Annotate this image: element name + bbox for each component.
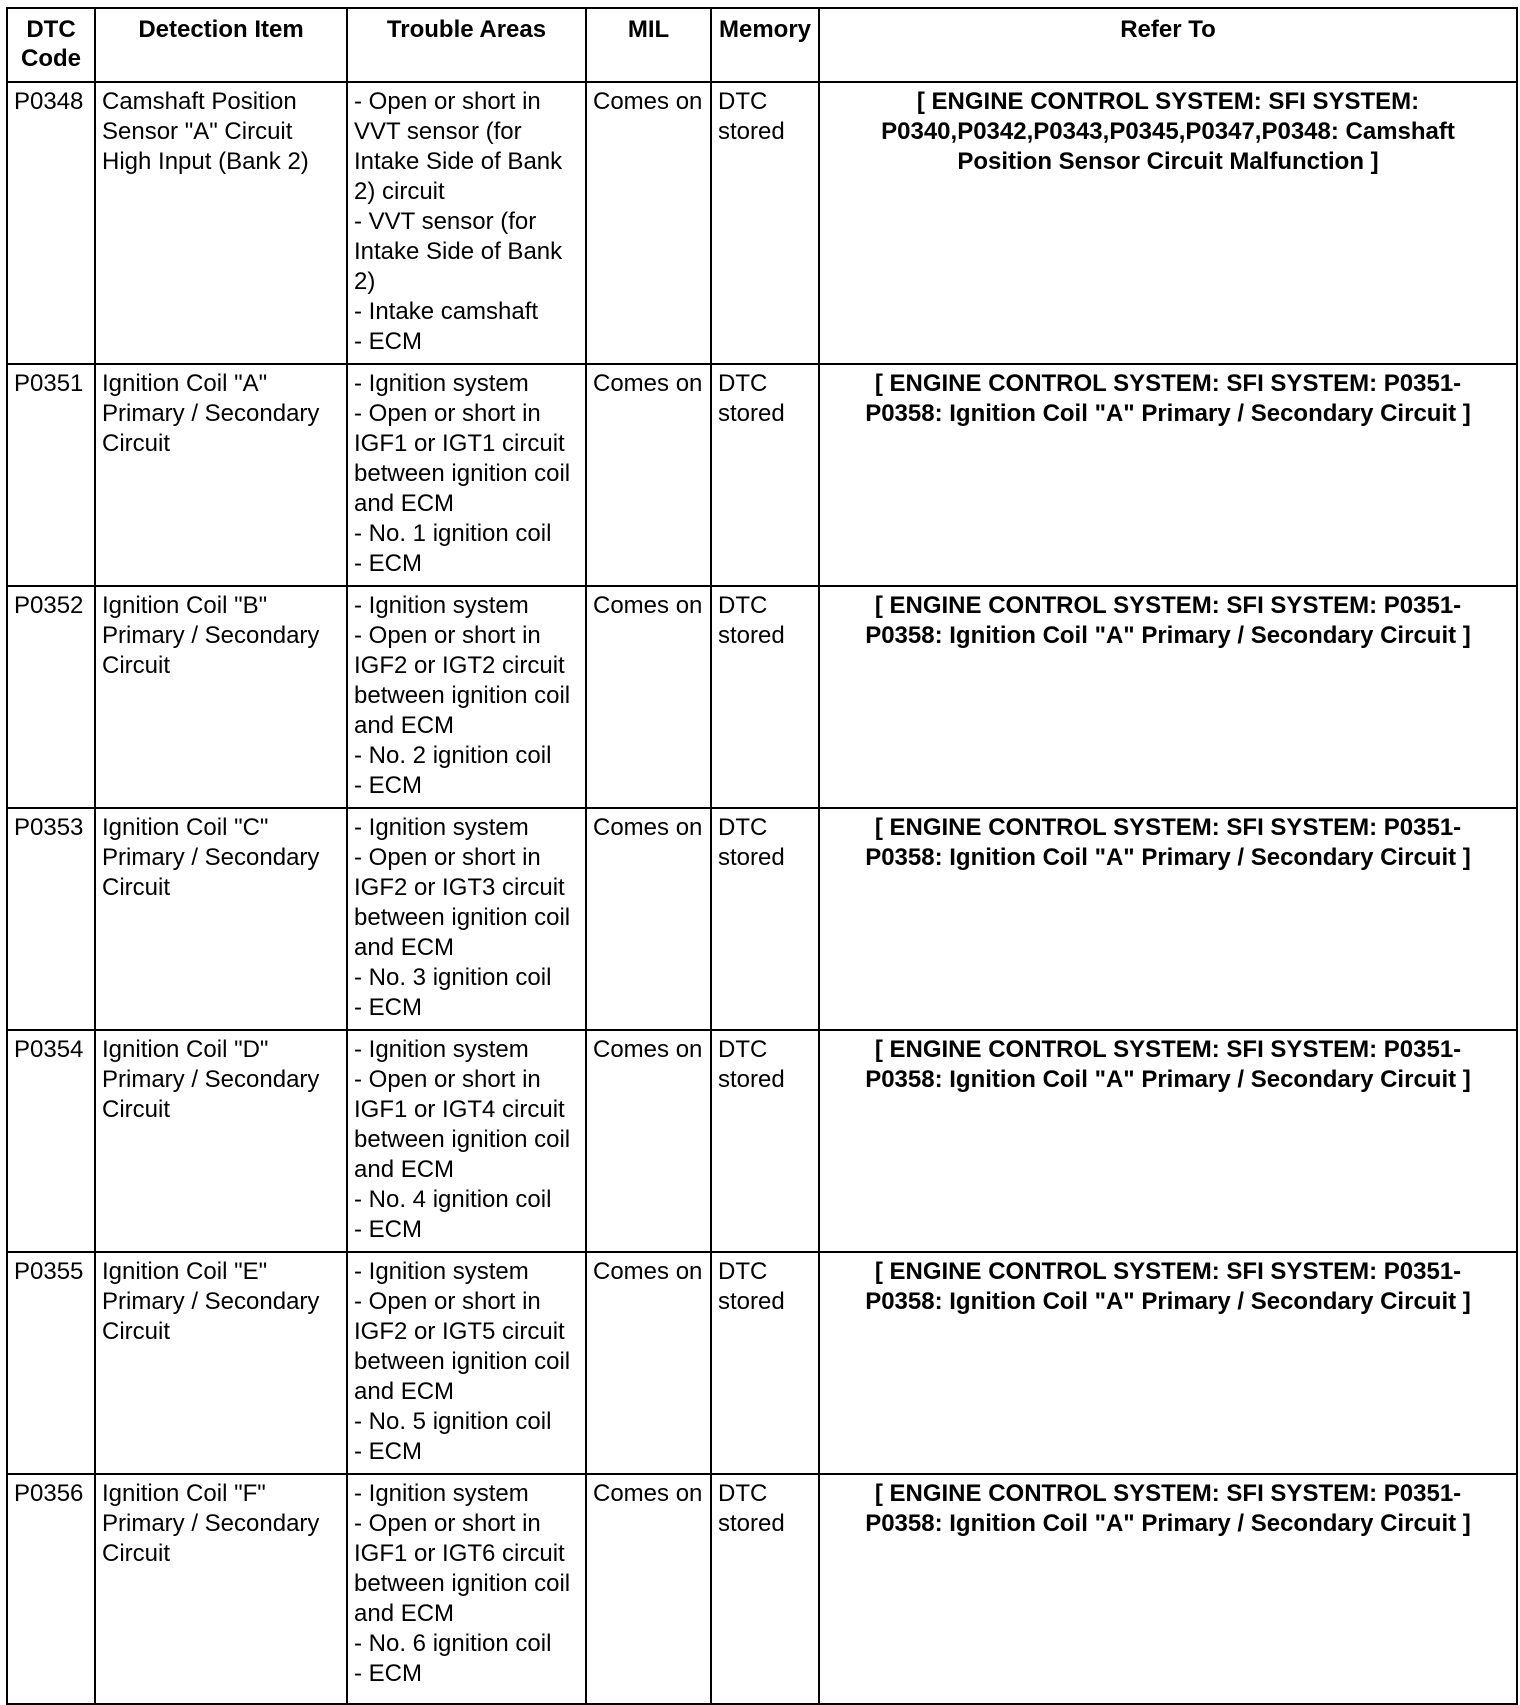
memory-cell: DTC stored bbox=[711, 1474, 819, 1704]
trouble-area-item: - No. 3 ignition coil bbox=[354, 964, 552, 991]
detection-item-cell: Ignition Coil "A" Primary / Secondary Circuit bbox=[95, 364, 347, 586]
trouble-areas-cell bbox=[347, 1030, 586, 1252]
trouble-areas-cell bbox=[347, 364, 586, 586]
detection-item-cell: Ignition Coil "B" Primary / Secondary Circuit bbox=[95, 586, 347, 808]
detection-item-cell: Ignition Coil "F" Primary / Secondary Circuit bbox=[95, 1474, 347, 1704]
trouble-area-item: - Ignition system bbox=[354, 1258, 529, 1285]
trouble-area-item: - ECM bbox=[354, 1660, 422, 1687]
table-row bbox=[7, 82, 1517, 364]
refer-to-cell: [ ENGINE CONTROL SYSTEM: SFI SYSTEM: P0351-P0358: Ignition Coil "A" Primary / Secondary Circuit ] bbox=[819, 1252, 1517, 1474]
trouble-area-item: - Open or short in IGF2 or IGT5 circuit between ignition coil and ECM bbox=[354, 1288, 571, 1405]
memory-cell: DTC stored bbox=[711, 364, 819, 586]
refer-to-cell: [ ENGINE CONTROL SYSTEM: SFI SYSTEM: P0340,P0342,P0343,P0345,P0347,P0348: Camshaft Position Sensor Circuit Malfunction ] bbox=[819, 82, 1517, 364]
mil-cell: Comes on bbox=[586, 364, 711, 586]
trouble-area-item: - Open or short in IGF1 or IGT1 circuit between ignition coil and ECM bbox=[354, 400, 571, 517]
header-mil: MIL bbox=[586, 8, 711, 82]
trouble-area-item: - Ignition system bbox=[354, 592, 529, 619]
table-row bbox=[7, 1030, 1517, 1252]
trouble-area-item: - No. 5 ignition coil bbox=[354, 1408, 552, 1435]
table-row bbox=[7, 586, 1517, 808]
memory-cell: DTC stored bbox=[711, 82, 819, 364]
dtc-code-cell: P0351 bbox=[7, 364, 95, 586]
trouble-area-item: - ECM bbox=[354, 1438, 422, 1465]
mil-cell: Comes on bbox=[586, 82, 711, 364]
detection-item-cell: Ignition Coil "C" Primary / Secondary Circuit bbox=[95, 808, 347, 1030]
dtc-code-cell: P0354 bbox=[7, 1030, 95, 1252]
table-body bbox=[7, 82, 1517, 1704]
mil-cell: Comes on bbox=[586, 586, 711, 808]
trouble-areas-cell bbox=[347, 1474, 586, 1704]
refer-to-cell: [ ENGINE CONTROL SYSTEM: SFI SYSTEM: P0351-P0358: Ignition Coil "A" Primary / Secondary Circuit ] bbox=[819, 586, 1517, 808]
trouble-area-item: - Open or short in IGF2 or IGT3 circuit between ignition coil and ECM bbox=[354, 844, 571, 961]
table-row bbox=[7, 1474, 1517, 1704]
detection-item-cell: Ignition Coil "E" Primary / Secondary Circuit bbox=[95, 1252, 347, 1474]
dtc-code-cell: P0348 bbox=[7, 82, 95, 364]
mil-cell: Comes on bbox=[586, 1030, 711, 1252]
mil-cell: Comes on bbox=[586, 808, 711, 1030]
dtc-code-cell: P0353 bbox=[7, 808, 95, 1030]
table-header-row bbox=[7, 8, 1517, 82]
trouble-area-item: - ECM bbox=[354, 772, 422, 799]
trouble-areas-cell bbox=[347, 808, 586, 1030]
header-detection-item: Detection Item bbox=[95, 8, 347, 82]
memory-cell: DTC stored bbox=[711, 808, 819, 1030]
trouble-area-item: - Ignition system bbox=[354, 370, 529, 397]
trouble-area-item: - Open or short in IGF1 or IGT6 circuit between ignition coil and ECM bbox=[354, 1510, 571, 1627]
trouble-area-item: - Open or short in IGF1 or IGT4 circuit between ignition coil and ECM bbox=[354, 1066, 571, 1183]
header-refer-to: Refer To bbox=[819, 8, 1517, 82]
trouble-area-item: - Ignition system bbox=[354, 1480, 529, 1507]
memory-cell: DTC stored bbox=[711, 1030, 819, 1252]
table-row bbox=[7, 1252, 1517, 1474]
memory-cell: DTC stored bbox=[711, 586, 819, 808]
refer-to-cell: [ ENGINE CONTROL SYSTEM: SFI SYSTEM: P0351-P0358: Ignition Coil "A" Primary / Secondary Circuit ] bbox=[819, 1474, 1517, 1704]
detection-item-cell: Camshaft Position Sensor "A" Circuit High Input (Bank 2) bbox=[95, 82, 347, 364]
trouble-area-item: - No. 1 ignition coil bbox=[354, 520, 552, 547]
refer-to-cell: [ ENGINE CONTROL SYSTEM: SFI SYSTEM: P0351-P0358: Ignition Coil "A" Primary / Secondary Circuit ] bbox=[819, 364, 1517, 586]
trouble-area-item: - Intake camshaft bbox=[354, 298, 539, 325]
trouble-area-item: - ECM bbox=[354, 328, 422, 355]
trouble-area-item: - VVT sensor (for Intake Side of Bank 2) bbox=[354, 208, 563, 295]
mil-cell: Comes on bbox=[586, 1252, 711, 1474]
trouble-areas-cell bbox=[347, 586, 586, 808]
memory-cell: DTC stored bbox=[711, 1252, 819, 1474]
dtc-table bbox=[6, 7, 1518, 1705]
header-dtc-code: DTC Code bbox=[7, 8, 95, 82]
trouble-area-item: - Open or short in IGF2 or IGT2 circuit between ignition coil and ECM bbox=[354, 622, 571, 739]
trouble-area-item: - No. 6 ignition coil bbox=[354, 1630, 552, 1657]
dtc-code-cell: P0356 bbox=[7, 1474, 95, 1704]
trouble-area-item: - Ignition system bbox=[354, 814, 529, 841]
table-row bbox=[7, 364, 1517, 586]
trouble-area-item: - No. 2 ignition coil bbox=[354, 742, 552, 769]
trouble-area-item: - ECM bbox=[354, 1216, 422, 1243]
trouble-area-item: - ECM bbox=[354, 994, 422, 1021]
header-trouble-areas: Trouble Areas bbox=[347, 8, 586, 82]
trouble-areas-cell bbox=[347, 1252, 586, 1474]
dtc-code-cell: P0355 bbox=[7, 1252, 95, 1474]
refer-to-cell: [ ENGINE CONTROL SYSTEM: SFI SYSTEM: P0351-P0358: Ignition Coil "A" Primary / Secondary Circuit ] bbox=[819, 808, 1517, 1030]
trouble-area-item: - Open or short in VVT sensor (for Intake Side of Bank 2) circuit bbox=[354, 88, 563, 205]
table-row bbox=[7, 808, 1517, 1030]
trouble-areas-cell bbox=[347, 82, 586, 364]
header-memory: Memory bbox=[711, 8, 819, 82]
dtc-code-cell: P0352 bbox=[7, 586, 95, 808]
trouble-area-item: - Ignition system bbox=[354, 1036, 529, 1063]
trouble-area-item: - ECM bbox=[354, 550, 422, 577]
detection-item-cell: Ignition Coil "D" Primary / Secondary Circuit bbox=[95, 1030, 347, 1252]
refer-to-cell: [ ENGINE CONTROL SYSTEM: SFI SYSTEM: P0351-P0358: Ignition Coil "A" Primary / Secondary Circuit ] bbox=[819, 1030, 1517, 1252]
trouble-area-item: - No. 4 ignition coil bbox=[354, 1186, 552, 1213]
mil-cell: Comes on bbox=[586, 1474, 711, 1704]
